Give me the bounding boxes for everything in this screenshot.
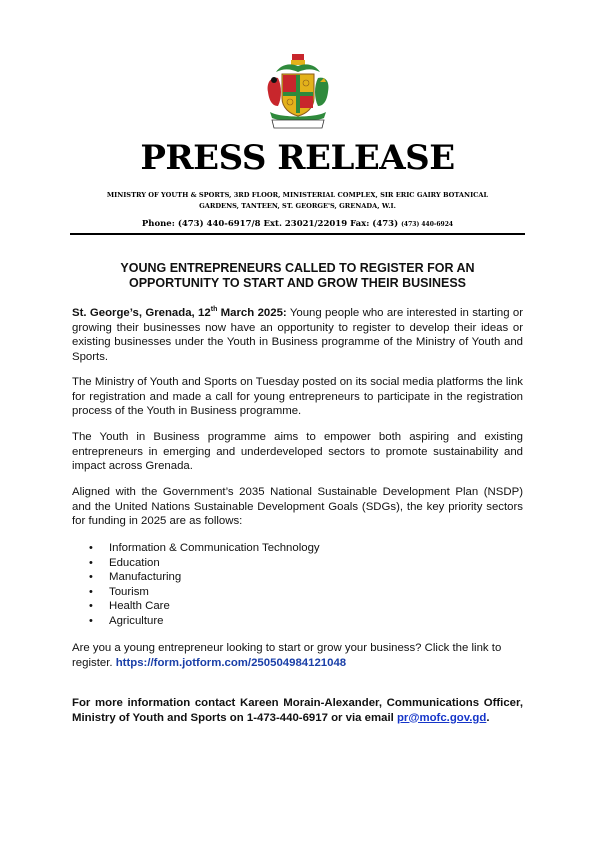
contact-end: . [486,711,490,724]
bullet-icon: • [89,542,93,554]
call-to-action-text: Are you a young entrepreneur looking to start or grow your business? Click the link to register. [72,642,502,669]
list-item [72,541,512,556]
paragraph-programme-aims: The Youth in Business programme aims to empower both aspiring and existing entrepreneurs in emerging and underdeveloped sectors to promote sustainability and impact across Grenada. [72,431,523,472]
sector-label: Tourism [109,585,149,598]
paragraph-registration: The Ministry of Youth and Sports on Tuesday posted on its social media platforms the link for registration and made a call for young entrepreneurs to participate in the registration process of the Youth in Business programme. [72,376,523,417]
contact-text: For more information contact Kareen Morain-Alexander, Communications Officer, Ministry of Youth and Sports on 1-473-440-6917 or via email [72,697,523,724]
registration-link[interactable]: https://form.jotform.com/250504984121048 [115,656,347,669]
bullet-icon: • [89,585,93,598]
dateline-sup: th [210,306,218,314]
sector-label: Education [109,556,160,569]
grenada-coat-of-arms-icon [258,52,338,132]
paragraph-intro-text: Young people who are interested in starting or growing their businesses now have an opportunity to register to develop their ideas or existing businesses under the Youth in Business programme of the Ministry of Youth and Sports. [72,307,524,363]
sector-label: Manufacturing [109,571,182,584]
ministry-address-line-2: GARDENS, TANTEEN, ST. GEORGE'S, GRENADA, W.I. [199,202,396,210]
list-item [72,614,512,629]
dateline [72,307,287,319]
list-item [72,570,512,585]
list-item [72,599,512,614]
bullet-icon: • [89,614,93,627]
bullet-icon: • [89,556,93,569]
header-divider [70,233,525,235]
list-item [72,556,512,571]
headline-line-2: OPPORTUNITY TO START AND GROW THEIR BUSINESS [128,276,467,290]
headline-line-1: YOUNG ENTREPRENEURS CALLED TO REGISTER FOR AN [120,261,475,275]
paragraph-intro [72,306,523,364]
dateline-pre: St. George’s, Grenada, 12 [72,307,211,319]
ministry-address-line-1: MINISTRY OF YOUTH & SPORTS, 3RD FLOOR, MINISTERIAL COMPLEX, SIR ERIC GAIRY BOTANICAL [106,191,489,199]
bullet-icon: • [89,600,93,613]
paragraph-call-to-action [72,641,523,670]
contact-information [72,696,523,725]
list-item [72,585,512,600]
email-link[interactable]: pr@mofc.gov.gd [396,711,487,724]
sector-label: Health Care [109,600,170,613]
sector-list [72,541,512,629]
paragraph-priority-sectors: Aligned with the Government’s 2035 National Sustainable Development Plan (NSDP) and the United Nations Sustainable Development Goals (SDGs), the key priority sectors for funding in 2025 are as follows: [72,486,523,527]
dateline-post: March 2025: [217,307,287,319]
phone-main: Phone: (473) 440-6917/8 Ext. 23021/22019 Fax: (473) [141,219,399,229]
bullet-icon: • [89,571,93,584]
sector-label: Information & Communication Technology [109,542,320,554]
phone-small: (473) 440-6924 [401,221,454,228]
page-title: PRESS RELEASE [140,138,455,178]
contact-phone-line [70,219,525,229]
sector-label: Agriculture [109,614,164,627]
headline [80,261,515,291]
